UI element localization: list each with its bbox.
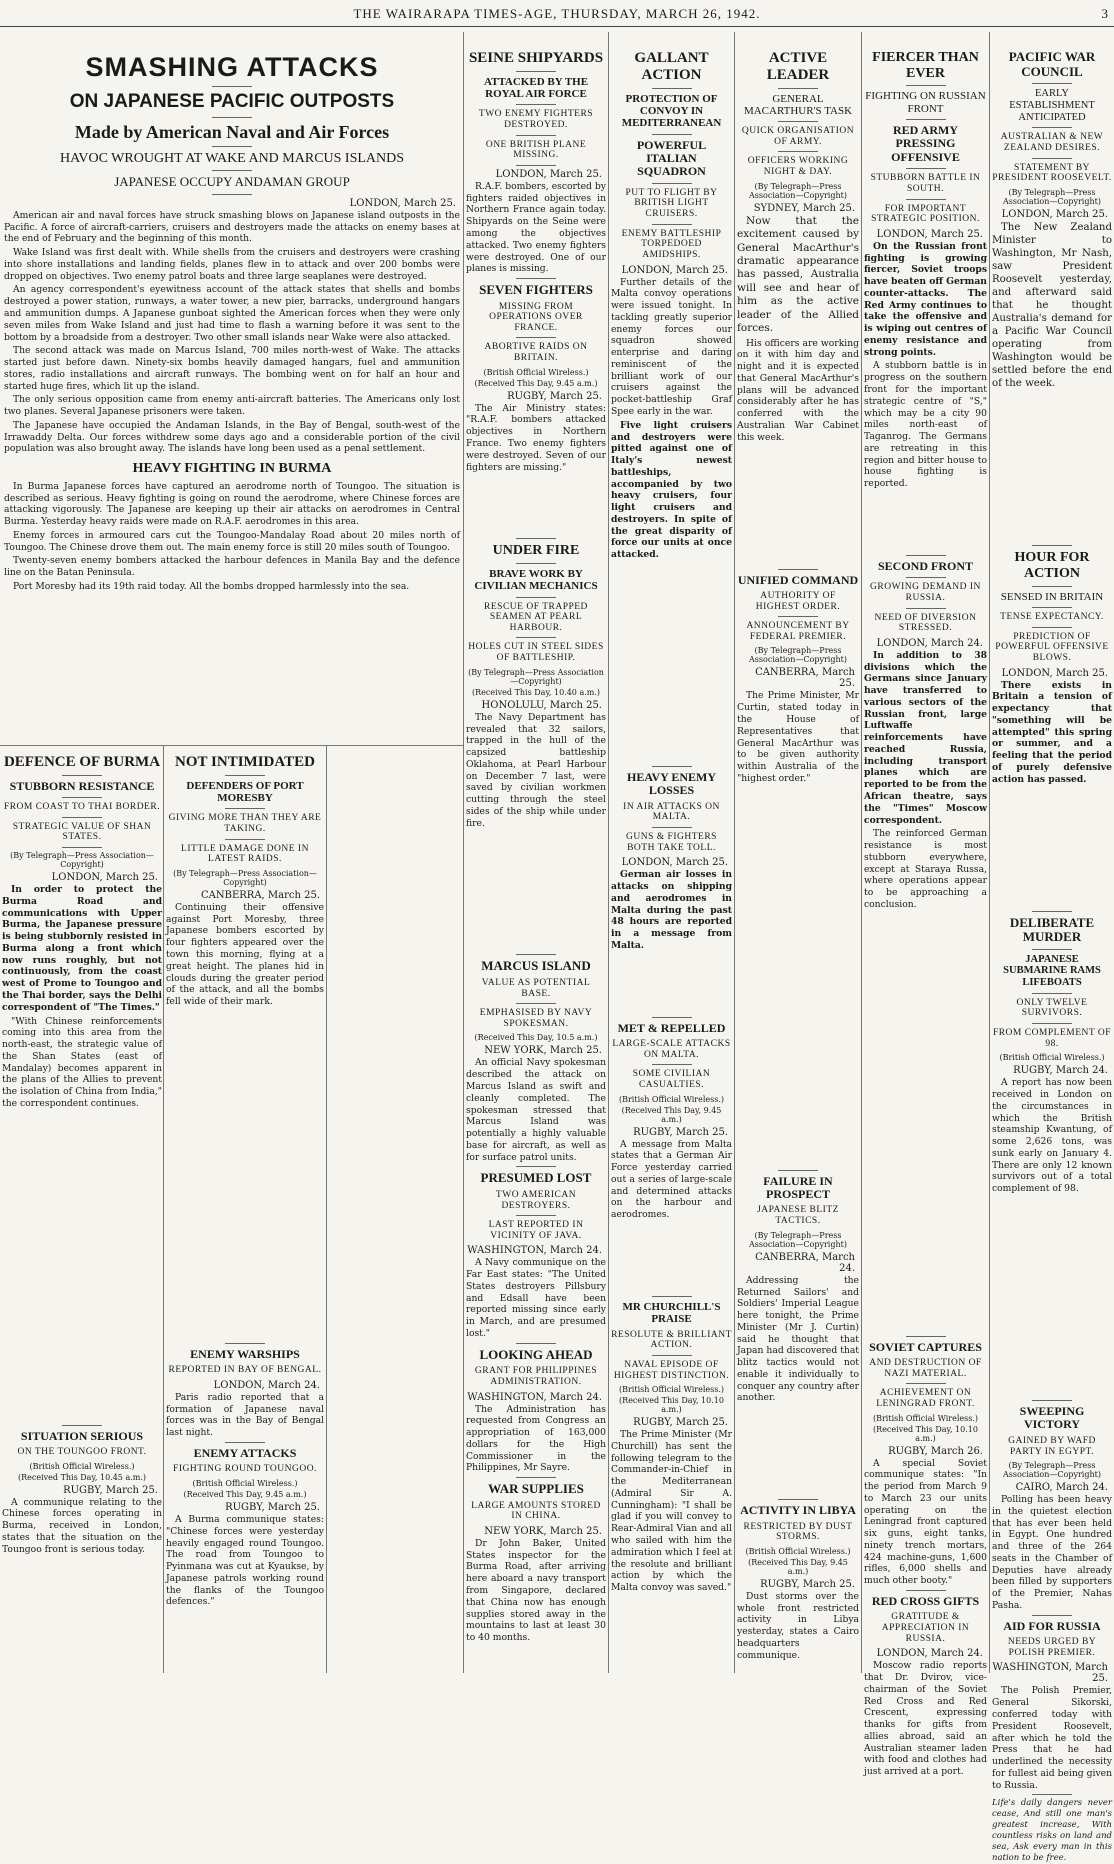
column-rule [163, 745, 164, 1673]
article-paragraph: In Burma Japanese forces have captured an aerodrome north of Toungoo. The situation is described as serious. Heavy fighting is going on round the aerodrome, where Chinese forces are attacking vigorously. The Japanese are keeping up their air attacks on aerodromes in Central Burma. Yesterday heavy raids were made on R.A.F. aerodromes in this area. [4, 480, 460, 528]
deck: OFFICERS WORKING NIGHT & DAY. [747, 156, 849, 178]
article-paragraph: R.A.F. bombers, escorted by fighters raided objectives in Northern France again today. Shipyards on the Seine were among the objectives attacked. Two enemy fighters were destroyed. One of our planes is missing. [466, 180, 606, 275]
deck: JAPANESE BLITZ TACTICS. [757, 1205, 839, 1227]
headline: SECOND FRONT [877, 558, 973, 573]
dateline: WASHINGTON, March 25. [992, 1662, 1108, 1685]
deck: PREDICTION OF POWERFUL OFFENSIVE BLOWS. [995, 631, 1109, 663]
body-text-filler [615, 563, 728, 763]
deck: AUSTRALIAN & NEW ZEALAND DESIRES. [1000, 132, 1104, 153]
dateline: LONDON, March 24. [213, 1379, 320, 1391]
article-paragraph: German air losses in attacks on shipping and aerodromes in Malta during the past 48 hours are reported in a message from Malta. [611, 869, 732, 951]
body-text-filler [741, 446, 855, 566]
article-paragraph: Twenty-seven enemy bombers attacked the harbour defences in Manila Bay and the defence line on the Batan Peninsula. [4, 555, 460, 579]
deck: FIGHTING ROUND TOUNGOO. [173, 1464, 317, 1475]
dateline: WASHINGTON, March 24. [467, 1245, 602, 1257]
article-paragraph: Polling has been heavy in the quietest election that has ever been held in Egypt. One hundred and three of the 264 seats in the Chamber of Deputies have already been filled by supporters of the Premier, Nahas Pasha. [992, 1494, 1112, 1612]
deck: TWO ENEMY FIGHTERS DESTROYED. [478, 109, 594, 131]
article-paragraph: A report has now been received in London on the circumstances in which the British steamship Kwantung, of some 2,626 tons, was sunk early on January 4. There are only 12 known survivors out of a total complement of 98. [992, 1077, 1112, 1195]
deck: ONE BRITISH PLANE MISSING. [485, 139, 587, 161]
headline: HOUR FOR ACTION [1014, 550, 1090, 582]
body-text-filler [470, 475, 602, 535]
article-paragraph: Five light cruisers and destroyers were pitted against one of Italy's newest battleships, accompanied by two heavy cruisers, four light cruisers and destroyers. In spite of the great disparity of force our units at once attacked. [611, 419, 732, 561]
headline: MR CHURCHILL'S PRAISE [622, 1301, 721, 1326]
article-paragraph: Wake Island was first dealt with. While shells from the cruisers and destroyers were crashing into shore installations and landing fields, planes flew in to attack and over 200 bombs were dropped on objectives. Two enemy patrol boats and three large seaplanes were destroyed. [4, 247, 460, 282]
dateline: LONDON, March 25. [51, 872, 158, 884]
credit-line: (British Official Wireless.) [29, 1461, 135, 1471]
deck: LARGE AMOUNTS STORED IN CHINA. [471, 1500, 601, 1522]
deck: GRANT FOR PHILIPPINES ADMINISTRATION. [474, 1366, 598, 1387]
deck: NEEDS URGED BY POLISH PREMIER. [1007, 1637, 1097, 1658]
credit-line: (British Official Wireless.) [483, 367, 589, 377]
article-paragraph: Dust storms over the whole front restricted activity in Libya yesterday, states a Cairo headquarters communique. [737, 1590, 859, 1661]
deck: AND DESTRUCTION OF NAZI MATERIAL. [869, 1358, 982, 1379]
article-paragraph: In addition to 38 divisions which the Germans since January have transferred to various sectors of the Russian front, large Luftwaffe reinforcements have reached Russia, including transport planes which are reported to be from the African theatre, says the "Times" Moscow correspondent. [864, 649, 987, 826]
subheadline: SENSED IN BRITAIN [1000, 590, 1104, 603]
headline: SEVEN FIGHTERS [479, 282, 593, 298]
lead-subheadline: ON JAPANESE PACIFIC OUTPOSTS [69, 91, 395, 113]
headline: GALLANT ACTION [634, 50, 709, 83]
deck: RESCUE OF TRAPPED SEAMEN AT PEARL HARBOUR. [484, 601, 588, 633]
article-paragraph: A special Soviet communique states: "In the period from March 9 to March 23 our units operating on the Leningrad front captured six guns, eight tanks, ninety trench mortars, 424 machine-guns, 1,600 rifles, 6,000 shells and much other booty." [864, 1457, 987, 1587]
deck: SOME CIVILIAN CASUALTIES. [632, 1069, 711, 1091]
deck: ABORTIVE RAIDS ON BRITAIN. [484, 342, 588, 364]
deck: STATEMENT BY PRESIDENT ROOSEVELT. [992, 162, 1112, 184]
deck: REPORTED IN BAY OF BENGAL. [168, 1365, 322, 1376]
column-rule [608, 32, 609, 1673]
article-paragraph: The Navy Department has revealed that 32 sailors, trapped in the hull of the capsized battleship Oklahoma, at Pearl Harbour on December 7 last, were saved by civilian workmen cutting through the steel sides of the ship while under fire. [466, 711, 606, 829]
article-paragraph: The Prime Minister (Mr Churchill) has sent the following telegram to the Commander-in-Chief in the Mediterranean (Admiral Sir A. Cunningham): "I shall be glad if you will convey to Rear-Admiral Vian and all who sailed with him the admiration which I feel at the resolute and brilliant action by which the Malta convoy was saved." [611, 1429, 732, 1594]
deck: GIVING MORE THAN THEY ARE TAKING. [168, 813, 322, 835]
headline: SEINE SHIPYARDS [468, 50, 604, 66]
deck: GROWING DEMAND IN RUSSIA. [870, 582, 981, 603]
dateline: SYDNEY, March 25. [753, 202, 855, 214]
dateline: RUGBY, March 25. [633, 1417, 728, 1429]
deck: GUNS & FIGHTERS BOTH TAKE TOLL. [626, 832, 717, 853]
credit-line: (By Telegraph—Press Association—Copyright) [749, 1230, 847, 1249]
article-paragraph: The reinforced German resistance is most stubborn everywhere, except at Staraya Russa, where operations appear to be approaching a conclusion. [864, 828, 987, 910]
body-text-filler [615, 1223, 728, 1293]
lead-story [4, 30, 460, 743]
article-paragraph: There exists in Britain a tension of expectancy that "something will be attempted" this spring or summer, and a feeling that the period of purely defensive action has passed. [992, 679, 1112, 785]
deck: RESOLUTE & BRILLIANT ACTION. [611, 1329, 732, 1351]
deck: ONLY TWELVE SURVIVORS. [1016, 997, 1088, 1019]
deck: RESTRICTED BY DUST STORMS. [743, 1521, 853, 1543]
headline: MET & REPELLED [617, 1020, 726, 1035]
lead-deck-2: HAVOC WROUGHT AT WAKE AND MARCUS ISLANDS [59, 150, 405, 166]
deck: MISSING FROM OPERATIONS OVER FRANCE. [489, 301, 583, 333]
credit-line: (British Official Wireless.) [745, 1546, 851, 1556]
headline: AID FOR RUSSIA [1003, 1618, 1101, 1633]
article-paragraph: The Japanese have occupied the Andaman Islands, in the Bay of Bengal, south-west of the Irrawaddy Delta. Our forces withdrew some days ago and a considerable portion of the civil population was also brought away. The islands have long been used as a penal settlement. [4, 419, 460, 455]
dateline: LONDON, March 25. [621, 264, 728, 276]
credit-line: (By Telegraph—Press Association—Copyright) [173, 868, 317, 887]
headline: SWEEPING VICTORY [1019, 1404, 1085, 1432]
subheadline: FIGHTING ON RUSSIAN FRONT [865, 90, 986, 115]
article-paragraph: Enemy forces in armoured cars cut the Toungoo-Mandalay Road about 20 miles north of Toungoo. The Chinese drove them out. The main enemy force is still 20 miles south of Toungoo. [4, 529, 460, 553]
headline: ENEMY WARSHIPS [190, 1346, 300, 1361]
dateline: RUGBY, March 25. [760, 1578, 855, 1590]
headline: SITUATION SERIOUS [20, 1428, 144, 1443]
dateline: RUGBY, March 25. [633, 1126, 728, 1138]
headline: WAR SUPPLIES [488, 1481, 584, 1497]
deck: NAVAL EPISODE OF HIGHEST DISTINCTION. [613, 1359, 730, 1381]
subheadline: ATTACKED BY THE ROYAL AIR FORCE [483, 75, 589, 101]
headline: PRESUMED LOST [480, 1170, 592, 1186]
headline: FIERCER THAN EVER [872, 50, 979, 81]
dateline: LONDON, March 24. [876, 1648, 983, 1660]
headline: UNDER FIRE [492, 543, 580, 559]
article-paragraph: Moscow radio reports that Dr. Dvirov, vice-chairman of the Soviet Red Cross and Red Crescent, expressing thanks for gifts from allies abroad, said an Australian steamer laden with food and clothes had just arrived at a port. [864, 1660, 987, 1778]
article-not-intimidated [166, 750, 324, 1670]
deck: NEED OF DIVERSION STRESSED. [874, 612, 977, 634]
received-line: (Received This Day, 9.45 a.m.) [748, 1557, 848, 1576]
deck: STUBBORN BATTLE IN SOUTH. [870, 173, 981, 194]
credit-line: (By Telegraph—Press Association—Copyright) [1003, 187, 1101, 206]
article-paragraph: The second attack was made on Marcus Island, 700 miles north-west of Wake. The attacks started just before dawn. Ninety-six bombs heavily damaged hangars, fuel and ammunition stores, radio installations and aircraft runways. The bombing went on for half an hour and started huge fires, which lit up the island. [4, 345, 460, 392]
deck: GRATITUDE & APPRECIATION IN RUSSIA. [881, 1612, 970, 1644]
page-number: 3 [1101, 6, 1108, 21]
article-paragraph: American air and naval forces have struck smashing blows on Japanese island outposts in the Pacific. A force of aircraft-carriers, cruisers and destroyers made the attacks on enemy bases at the end of February and the beginning of this month. [4, 209, 460, 245]
body-text-filler [741, 787, 855, 1167]
lead-deck: Made by American Naval and Air Forces [74, 121, 390, 142]
headline: FAILURE IN PROSPECT [763, 1173, 833, 1202]
dateline: CANBERRA, March 25. [755, 667, 855, 690]
dateline: LONDON, March 25. [621, 857, 728, 869]
article-paragraph: A communique relating to the Chinese forces operating in Burma, received in London, states that the situation on the Toungoo front is serious today. [2, 1496, 162, 1555]
subheadline: JAPANESE SUBMARINE RAMS LIFEBOATS [1003, 953, 1101, 989]
dateline: WASHINGTON, March 24. [467, 1391, 602, 1403]
article-paragraph: His officers are working on it with him day and night and it is expected that General MacArthur's plans will be advanced considerably after he has conferred with the Australian War Cabinet this week. [737, 337, 859, 443]
article-paragraph: The Prime Minister, Mr Curtin, stated today in the House of Representatives that General MacArthur was to be given authority within Australia of the "highest order." [737, 690, 859, 784]
headline: ENEMY ATTACKS [193, 1445, 297, 1460]
deck: GAINED BY WAFD PARTY IN EGYPT. [1008, 1435, 1096, 1457]
credit-line: (By Telegraph—Press Association—Copyright) [749, 646, 847, 665]
column-gallant-action [611, 30, 732, 1670]
deck: ANNOUNCEMENT BY FEDERAL PREMIER. [746, 621, 850, 642]
dateline: LONDON, March 24. [876, 637, 983, 649]
body-text-filler [996, 392, 1108, 542]
deck: STRATEGIC VALUE OF SHAN STATES. [12, 821, 152, 843]
deck: AUTHORITY OF HIGHEST ORDER. [755, 590, 841, 612]
received-line: (Received This Day, 10.5 a.m.) [474, 1033, 598, 1043]
column-seine [466, 30, 606, 1670]
subheadline: POWERFUL ITALIAN SQUADRON [636, 137, 707, 179]
lead-headline: SMASHING ATTACKS [85, 52, 379, 82]
column-pacific-war-council [992, 30, 1112, 1863]
dateline: LONDON, March 25. [1001, 667, 1108, 679]
article-paragraph: Addressing the Returned Sailors' and Soldiers' Imperial League here tonight, the Prime Minister (Mr J. Curtin) said he thought that Japan had discovered that blitz tactics would not enable it individually to conquer any country after another. [737, 1274, 859, 1404]
article-paragraph: "With Chinese reinforcements coming into this area from the north-east, the strategic value of the Shan States (east of Mandalay) becomes apparent in the plans of the Allies to prevent the isolation of China from India," the correspondent continues. [2, 1015, 162, 1109]
dateline: LONDON, March 25. [495, 168, 602, 180]
dateline: NEW YORK, March 25. [484, 1525, 602, 1537]
headline: MARCUS ISLAND [481, 958, 591, 974]
body-text-filler [868, 913, 983, 1333]
deck: TWO AMERICAN DESTROYERS. [495, 1189, 577, 1211]
received-line: (Received This Day, 10.45 a.m.) [18, 1472, 146, 1482]
article-paragraph: In order to protect the Burma Road and communications with Upper Burma, the Japanese pressure is being stubbornly resisted in Burma along a front which now runs roughly, but not continuously, from the coast west of Prome to Toungoo and the Thai border, says the Delhi correspondent of "The Times." [2, 884, 162, 1013]
section-headline: HEAVY FIGHTING IN BURMA [132, 461, 332, 477]
masthead-title: THE WAIRARAPA TIMES-AGE, THURSDAY, MARCH 26, 1942. [353, 6, 761, 21]
article-paragraph: A Burma communique states: "Chinese forces were yesterday heavily engaged round Toungoo. The road from Toungoo to Pyinmana was cut at Kyaukse, by Japanese patrols working round the flanks of the Toungoo defences." [166, 1514, 324, 1608]
headline: UNIFIED COMMAND [737, 572, 859, 587]
article-paragraph: An agency correspondent's eyewitness account of the attack states that shells and bombs destroyed a power station, runways, a water tower, a new pier, barracks, underground hangars and ammunition dumps. A Japanese gunboat sighted the American forces when they were only seven miles from Wake Island and just had time to flash a warning before it was sent to the bottom by a broadside from a destroyer. Two other small islands near Wake were also attacked. [4, 284, 460, 343]
dateline: CANBERRA, March 25. [200, 889, 320, 901]
headline: RED CROSS GIFTS [871, 1594, 980, 1608]
deck: VALUE AS POTENTIAL BASE. [481, 977, 591, 999]
subheadline: PROTECTION OF CONVOY IN MEDITERRANEAN [621, 92, 722, 130]
deck: ACHIEVEMENT ON LENINGRAD FRONT. [876, 1388, 975, 1409]
article-paragraph: Further details of the Malta convoy operations were issued tonight. In tackling greatly superior enemy forces our squadron showed enterprise and daring reminiscent of the brilliant work of our cruisers against the pocket-battleship Graf Spee early in the war. [611, 276, 732, 418]
dateline: CANBERRA, March 24. [755, 1251, 855, 1274]
lead-deck-3: JAPANESE OCCUPY ANDAMAN GROUP [114, 174, 350, 190]
article-paragraph: A Navy communique on the Far East states: "The United States destroyers Pillsbury and Edsall have been reported missing since early in March, and are presumed lost." [466, 1257, 606, 1339]
credit-line: (British Official Wireless.) [618, 1385, 725, 1395]
headline: PACIFIC WAR COUNCIL [1008, 49, 1096, 79]
received-line: (Received This Day, 9.45 a.m.) [474, 378, 598, 388]
column-rule [861, 32, 862, 1673]
received-line: (Received This Day, 9.45 a.m.) [183, 1490, 307, 1499]
received-line: (Received This Day, 10.10 a.m.) [873, 1424, 978, 1443]
received-line: (Received This Day, 10.10 a.m.) [619, 1396, 724, 1415]
dateline: LONDON, March 25. [876, 228, 983, 240]
body-text-filler [6, 1112, 158, 1422]
dateline: RUGBY, March 25. [63, 1484, 158, 1496]
credit-line: (By Telegraph—Press Association—Copyright) [1003, 1461, 1101, 1480]
subheadline: STUBBORN RESISTANCE [9, 778, 155, 793]
column-rule [989, 32, 990, 1673]
headline: NOT INTIMIDATED [175, 754, 315, 770]
credit-line: (British Official Wireless.) [872, 1413, 979, 1423]
credit-line: (British Official Wireless.) [618, 1094, 725, 1104]
article-paragraph: The only serious opposition came from enemy anti-aircraft batteries. The Americans only lost two planes. Several Japanese prisoners were taken. [4, 394, 460, 418]
deck: LAST REPORTED IN VICINITY OF JAVA. [488, 1220, 584, 1241]
column-fiercer-than-ever [864, 30, 987, 1778]
received-line: (Received This Day, 10.40 a.m.) [472, 687, 600, 697]
dateline: RUGBY, March 24. [1013, 1065, 1108, 1077]
article-paragraph: The Air Ministry states: "R.A.F. bombers attacked objectives in Northern France. Two enemy fighters were destroyed. Seven of our fighters are missing." [466, 402, 606, 473]
article-paragraph: An official Navy spokesman described the attack on Marcus Island as swift and cleanly completed. The spokesman stressed that Marcus Island was potentially a highly valuable base for aircraft, as well as for surface patrol units. [466, 1057, 606, 1163]
dateline: CAIRO, March 24. [1015, 1482, 1108, 1494]
column-rule [326, 745, 327, 1673]
body-text-filler [868, 492, 983, 552]
subheadline: RED ARMY PRESSING OFFENSIVE [891, 122, 960, 164]
article-paragraph: Now that the excitement caused by General MacArthur's dramatic appearance has passed, Australia will see and hear of him as the active leader of the Allied forces. [737, 214, 859, 335]
article-paragraph: Dr John Baker, United States inspector for the Burma Road, after arriving here aboard a navy transport from Singapore, declared that China now has enough supplies stored away in the mountains to last at least 30 to 40 months. [466, 1537, 606, 1644]
dateline: NEW YORK, March 25. [484, 1045, 602, 1057]
headline: ACTIVITY IN LIBYA [740, 1503, 856, 1518]
dateline: LONDON, March 25. [349, 197, 456, 209]
deck: LARGE-SCALE ATTACKS ON MALTA. [612, 1039, 731, 1060]
received-line: (Received This Day, 9.45 a.m.) [621, 1105, 722, 1124]
column-rule [463, 32, 464, 1673]
credit-line: (By Telegraph—Press Association—Copyright) [10, 851, 154, 870]
deck: TENSE EXPECTANCY. [1000, 612, 1104, 623]
article-paragraph: A stubborn battle is in progress on the southern front for the important strategic centre of "S," which may be a city 90 miles north-east of Taganrog. The Germans are retreating in this region and bitter house to house fighting is reported. [864, 360, 987, 490]
subheadline: GENERAL MACARTHUR'S TASK [743, 92, 853, 117]
deck: LITTLE DAMAGE DONE IN LATEST RAIDS. [181, 843, 309, 865]
credit-line: (British Official Wireless.) [192, 1479, 298, 1488]
deck: ENEMY BATTLESHIP TORPEDOED AMIDSHIPS. [621, 228, 722, 260]
dateline: RUGBY, March 25. [507, 390, 602, 402]
column-active-leader [737, 30, 859, 1670]
deck: QUICK ORGANISATION OF ARMY. [741, 126, 855, 147]
article-paragraph: Continuing their offensive against Port Moresby, three Japanese bombers escorted by four fighters appeared over the town this morning, flying at a great height. The planes hid in clouds during the greater period of the attack, and all the bombs fell wide of their mark. [166, 901, 324, 1008]
headline: HEAVY ENEMY LOSSES [626, 769, 716, 798]
body-text-filler [996, 1197, 1108, 1397]
subheadline: DEFENDERS OF PORT MORESBY [186, 779, 304, 805]
body-text-filler [996, 788, 1108, 908]
poem: Life's daily dangers never cease, And still one man's greatest increase, With countless risks on land and sea, Ask every man in this nation to be free. [992, 1798, 1112, 1863]
deck: HOLES CUT IN STEEL SIDES OF BATTLESHIP. [468, 642, 604, 664]
credit-line: (By Telegraph—Press Association—Copyright) [749, 181, 847, 200]
subheadline: BRAVE WORK BY CIVILIAN MECHANICS [474, 567, 598, 593]
deck: PUT TO FLIGHT BY BRITISH LIGHT CRUISERS. [625, 187, 718, 220]
headline: DELIBERATE MURDER [1009, 914, 1095, 945]
body-text-filler [615, 954, 728, 1014]
body-text-filler [470, 831, 602, 951]
masthead [0, 4, 1114, 27]
body-text-filler [741, 1406, 855, 1496]
dateline: LONDON, March 25. [1001, 208, 1108, 220]
article-paragraph: Paris radio reported that a formation of Japanese naval forces was in the Bay of Bengal last night. [166, 1391, 324, 1439]
section-rule [0, 745, 463, 746]
credit-line: (By Telegraph—Press Association—Copyright) [468, 667, 604, 686]
dateline: RUGBY, March 25. [225, 1502, 320, 1513]
column-rule [734, 32, 735, 1673]
deck: FOR IMPORTANT STRATEGIC POSITION. [871, 203, 980, 225]
deck: FROM COAST TO THAI BORDER. [3, 802, 161, 813]
article-paragraph: The Administration has requested from Congress an appropriation of 163,000 dollars for the High Commissioner in the Philippines, Mr Sayre. [466, 1403, 606, 1474]
deck: IN AIR ATTACKS ON MALTA. [623, 801, 720, 823]
deck: ON THE TOUNGOO FRONT. [17, 1447, 147, 1458]
subheadline: EARLY ESTABLISHMENT ANTICIPATED [1009, 88, 1095, 123]
article-paragraph: The New Zealand Minister to Washington, Mr Nash, saw President Roosevelt yesterday, and afterward said that he thought Australia's demand for a Pacific War Council operating from Washington would be settled before the end of the week. [992, 221, 1112, 390]
article-paragraph: A message from Malta states that a German Air Force yesterday carried out a series of large-scale and determined attacks on the harbour and aerodromes. [611, 1138, 732, 1221]
deck: EMPHASISED BY NAVY SPOKESMAN. [479, 1008, 593, 1029]
deck: FROM COMPLEMENT OF 98. [992, 1028, 1112, 1049]
article-defence-of-burma [2, 750, 162, 1670]
body-text-filler [170, 1010, 320, 1340]
headline: SOVIET CAPTURES [869, 1339, 982, 1354]
credit-line: (British Official Wireless.) [999, 1053, 1105, 1063]
article-paragraph: The Polish Premier, General Sikorski, conferred today with President Roosevelt, after which he told the Press that he had underlined the necessity for fullest aid being given to Russia. [992, 1685, 1112, 1791]
headline: DEFENCE OF BURMA [3, 754, 161, 770]
article-paragraph: Port Moresby had its 19th raid today. All the bombs dropped harmlessly into the sea. [13, 580, 410, 592]
dateline: HONOLULU, March 25. [481, 699, 602, 711]
article-paragraph: On the Russian front fighting is growing fiercer, Soviet troops have beaten off German counter-attacks. The Red Army continues to take the offensive and is wiping out centres of enemy resistance and strong points. [864, 240, 987, 358]
headline: LOOKING AHEAD [479, 1346, 593, 1362]
dateline: RUGBY, March 26. [888, 1445, 983, 1457]
headline: ACTIVE LEADER [766, 50, 830, 83]
